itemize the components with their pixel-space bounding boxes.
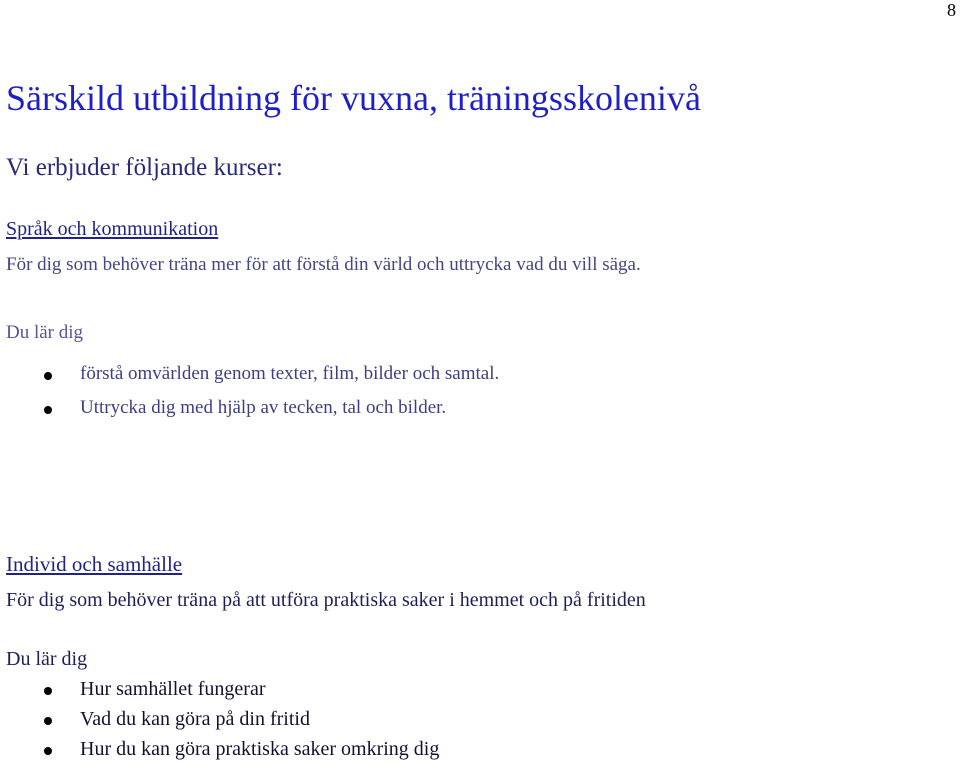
section-description: För dig som behöver träna mer för att förstå din värld och uttrycka vad du vill säga. (6, 254, 641, 275)
section-lead: Du lär dig (6, 322, 84, 343)
bullet-icon (44, 717, 52, 725)
page-subtitle: Vi erbjuder följande kurser: (6, 154, 283, 181)
section-heading: Individ och samhälle (6, 552, 183, 576)
list-item-text: Uttrycka dig med hjälp av tecken, tal och bilder. (80, 397, 447, 418)
section-description: För dig som behöver träna på att utföra praktiska saker i hemmet och på fritiden (6, 589, 646, 611)
page-number: 8 (947, 0, 956, 20)
bullet-icon (44, 406, 52, 414)
section-heading: Språk och kommunikation (6, 218, 219, 240)
list-item-text: Hur samhället fungerar (80, 678, 266, 700)
bullet-icon (44, 747, 52, 755)
section-lead: Du lär dig (6, 648, 88, 670)
bullet-icon (44, 687, 52, 695)
list-item-text: Vad du kan göra på din fritid (80, 708, 310, 730)
list-item-text: förstå omvärlden genom texter, film, bilder och samtal. (80, 363, 500, 384)
list-item-text: Hur du kan göra praktiska saker omkring dig (80, 738, 440, 760)
page-title: Särskild utbildning för vuxna, träningsskolenivå (6, 78, 701, 118)
bullet-icon (44, 372, 52, 380)
